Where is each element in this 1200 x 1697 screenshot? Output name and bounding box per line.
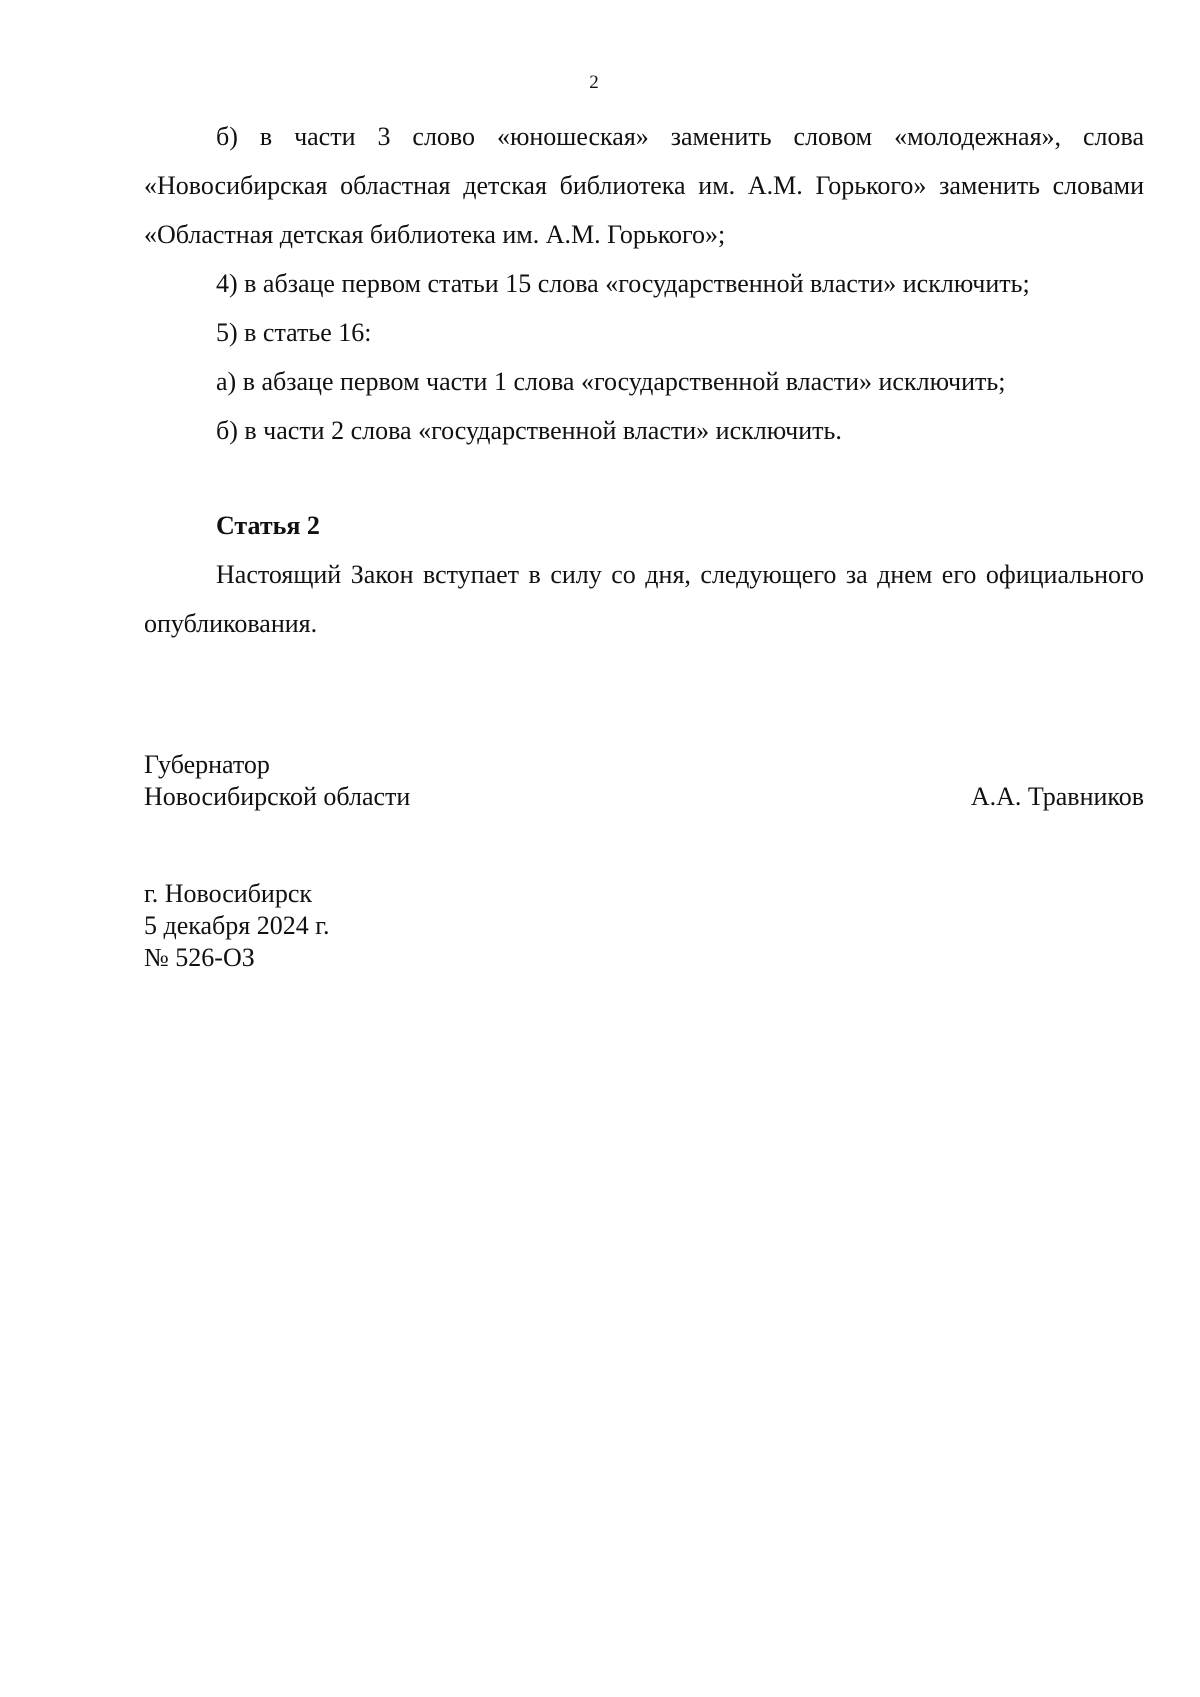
paragraph-amendment-5: 5) в статье 16: [216, 318, 372, 347]
paragraph-amendment-4: 4) в абзаце первом статьи 15 слова «государственной власти» исключить; [216, 269, 1030, 298]
paragraph-amendment-5a: а) в абзаце первом части 1 слова «государственной власти» исключить; [216, 367, 1006, 396]
place-date-block [144, 878, 329, 974]
article-2-heading: Статья 2 [216, 511, 320, 540]
city: г. Новосибирск [144, 879, 313, 908]
law-number: № 526-ОЗ [144, 943, 255, 972]
paragraph-amendment-5b: б) в части 2 слова «государственной власти» исключить. [216, 416, 842, 445]
signatory-title-line1: Губернатор [144, 750, 270, 779]
signatory-title-line2: Новосибирской области [144, 782, 411, 811]
signatory-name: А.А. Травников [970, 782, 1144, 811]
article-2-text: Настоящий Закон вступает в силу со дня, следующего за днем его официального опубликования. [144, 560, 1144, 638]
signatory-title [144, 749, 410, 813]
law-date: 5 декабря 2024 г. [144, 911, 330, 940]
page-number: 2 [589, 72, 599, 93]
document-body [144, 112, 1144, 648]
paragraph-amendment-b-part3: б) в части 3 слово «юношеская» заменить словом «молодежная», слова «Новосибирская областная детская библиотека им. А.М. Горького» заменить словами «Областная детская библиотека им. А.М. Горького»; [144, 122, 1144, 249]
signature-block [144, 749, 1144, 813]
